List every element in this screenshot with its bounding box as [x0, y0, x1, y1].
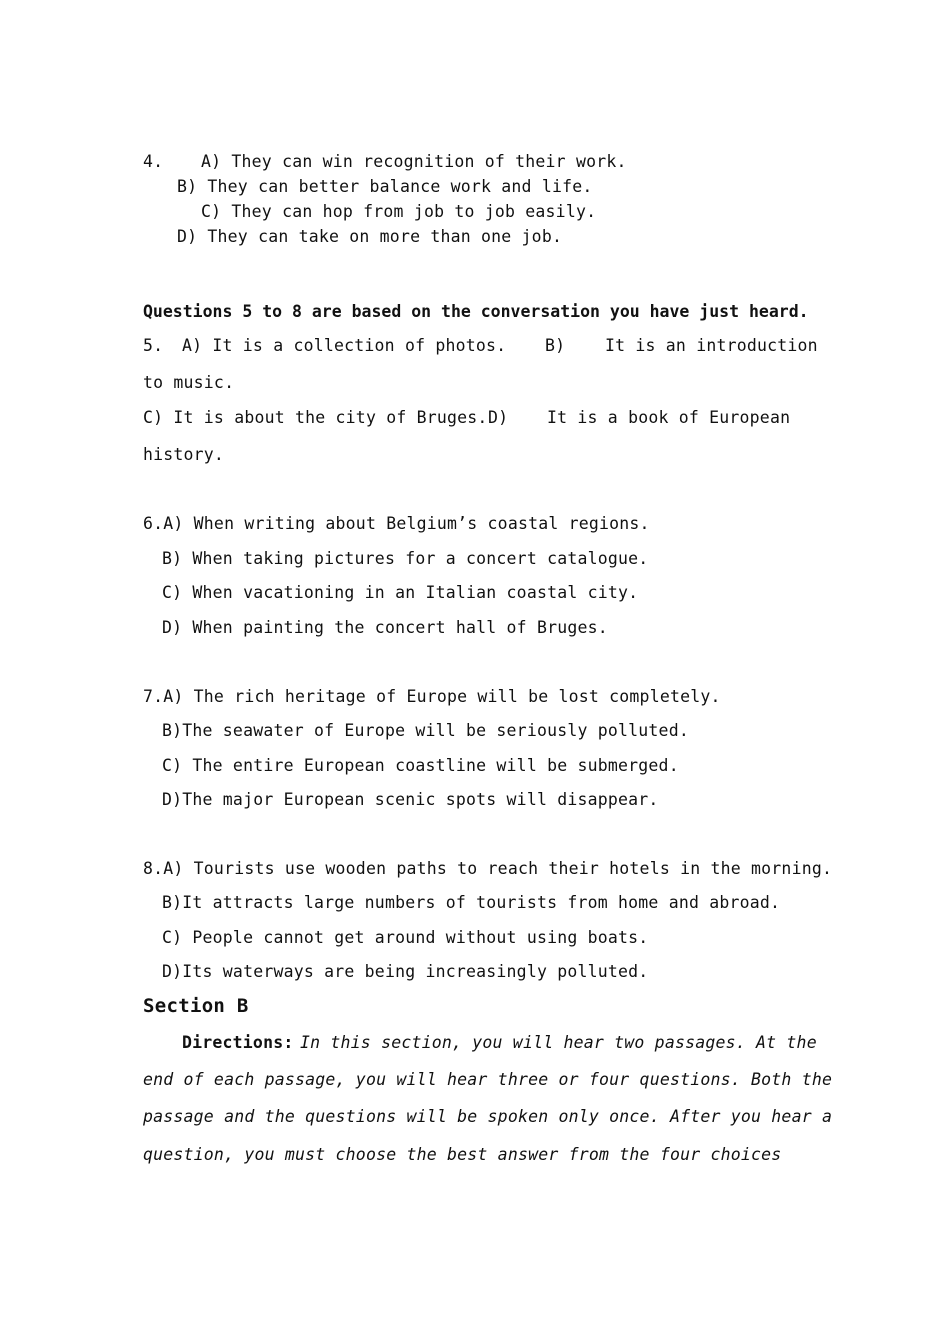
q5-option-d-letter: D)	[488, 408, 509, 427]
q6-option-c: C) When vacationing in an Italian coastal city.	[162, 583, 639, 602]
q5-option-d-continued: history.	[143, 445, 225, 464]
q4-number: 4.	[143, 152, 164, 171]
q5-option-b-continued: to music.	[143, 373, 235, 392]
q4-option-c: C) They can hop from job to job easily.	[201, 202, 597, 221]
directions-line-4: question, you must choose the best answer from the four choices	[143, 1145, 782, 1164]
q7-option-c: C) The entire European coastline will be submerged.	[162, 756, 679, 775]
q8-option-d: D)Its waterways are being increasingly polluted.	[162, 962, 649, 981]
q8-option-c: C) People cannot get around without using boats.	[162, 928, 649, 947]
q7-option-d: D)The major European scenic spots will disappear.	[162, 790, 659, 809]
group-heading-5-8: Questions 5 to 8 are based on the conversation you have just heard.	[143, 302, 809, 321]
directions-line-2: end of each passage, you will hear three or four questions. Both the	[143, 1070, 833, 1089]
directions-label: Directions:	[182, 1033, 294, 1052]
section-b-title: Section B	[143, 995, 249, 1017]
q5-option-b-text: It is an introduction	[605, 336, 818, 355]
q7-option-a: 7.A) The rich heritage of Europe will be lost completely.	[143, 687, 721, 706]
directions-line-1: In this section, you will hear two passages. At the	[300, 1033, 817, 1052]
q5-number: 5.	[143, 336, 164, 355]
q4-option-a: A) They can win recognition of their work.	[201, 152, 627, 171]
q7-option-b: B)The seawater of Europe will be seriously polluted.	[162, 721, 689, 740]
q6-option-a: 6.A) When writing about Belgium’s coastal regions.	[143, 514, 650, 533]
q4-option-d: D) They can take on more than one job.	[177, 227, 563, 246]
q5-option-c: C) It is about the city of Bruges.	[143, 408, 488, 427]
q8-option-b: B)It attracts large numbers of tourists from home and abroad.	[162, 893, 781, 912]
q5-option-a: A) It is a collection of photos.	[182, 336, 507, 355]
q6-option-d: D) When painting the concert hall of Bruges.	[162, 618, 608, 637]
q6-option-b: B) When taking pictures for a concert catalogue.	[162, 549, 649, 568]
q4-option-b: B) They can better balance work and life.	[177, 177, 593, 196]
q5-option-b-letter: B)	[545, 336, 566, 355]
directions-line-3: passage and the questions will be spoken only once. After you hear a	[143, 1107, 833, 1126]
q8-option-a: 8.A) Tourists use wooden paths to reach their hotels in the morning.	[143, 859, 833, 878]
q5-option-d-text: It is a book of European	[547, 408, 791, 427]
